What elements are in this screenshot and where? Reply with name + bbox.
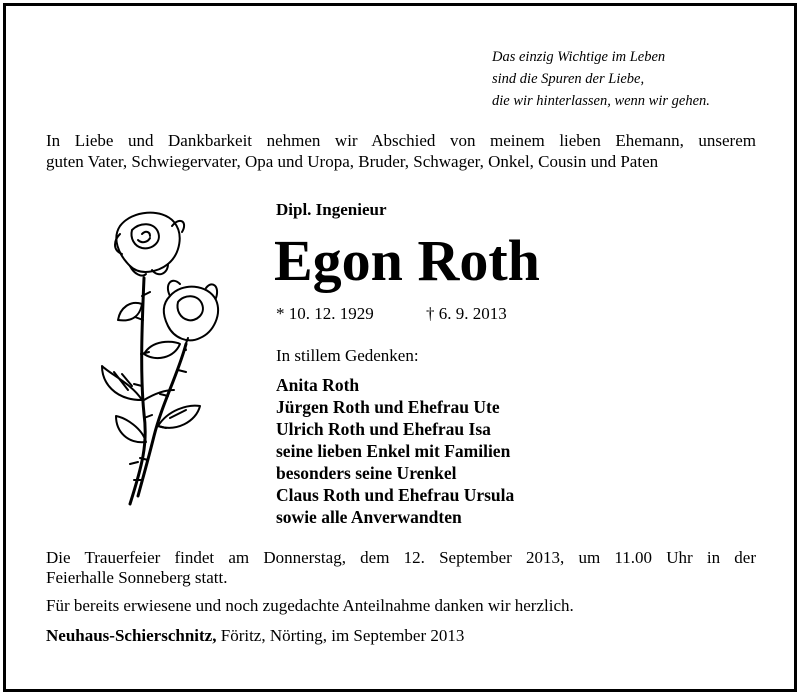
intro-line: guten Vater, Schwiegervater, Opa und Uropa, Bruder, Schwager, Onkel, Cousin und Paten — [46, 152, 659, 171]
place-and-date — [46, 626, 464, 646]
motto-line: Das einzig Wichtige im Leben — [492, 49, 666, 65]
mourners-list — [276, 374, 514, 528]
motto-line: sind die Spuren der Liebe, — [492, 71, 645, 87]
life-dates — [276, 304, 507, 324]
deceased-name: Egon Roth — [274, 228, 540, 293]
funeral-info — [46, 548, 756, 588]
thanks-text: Für bereits erwiesene und noch zugedachte Anteilnahme danken wir herzlich. — [46, 596, 574, 615]
mourner-entry: Anita Roth — [276, 375, 360, 395]
place-rest: Föritz, Nörting, im September 2013 — [216, 626, 465, 645]
mourner-entry: seine lieben Enkel mit Familien — [276, 441, 511, 461]
academic-title: Dipl. Ingenieur — [276, 200, 387, 219]
mourner-entry: besonders seine Urenkel — [276, 463, 457, 483]
mourner-entry: Claus Roth und Ehefrau Ursula — [276, 485, 515, 505]
intro-text — [46, 130, 756, 172]
funeral-line: Feierhalle Sonneberg statt. — [46, 568, 228, 587]
intro-line: In Liebe und Dankbarkeit nehmen wir Abschied von meinem lieben Ehemann, unserem — [46, 131, 756, 150]
mourners-heading: In stillem Gedenken: — [276, 346, 419, 365]
mourner-entry: Ulrich Roth und Ehefrau Isa — [276, 419, 491, 439]
rose-icon — [92, 204, 222, 524]
funeral-line: Die Trauerfeier findet am Donnerstag, dem 12. September 2013, um 11.00 Uhr in der — [46, 548, 756, 567]
death-date: † 6. 9. 2013 — [426, 304, 507, 323]
motto-quote — [492, 46, 792, 112]
birth-date: * 10. 12. 1929 — [276, 304, 374, 323]
mourner-entry: Jürgen Roth und Ehefrau Ute — [276, 397, 500, 417]
place-main: Neuhaus-Schierschnitz, — [46, 626, 217, 645]
motto-line: die wir hinterlassen, wenn wir gehen. — [492, 93, 710, 109]
mourner-entry: sowie alle Anverwandten — [276, 507, 462, 527]
